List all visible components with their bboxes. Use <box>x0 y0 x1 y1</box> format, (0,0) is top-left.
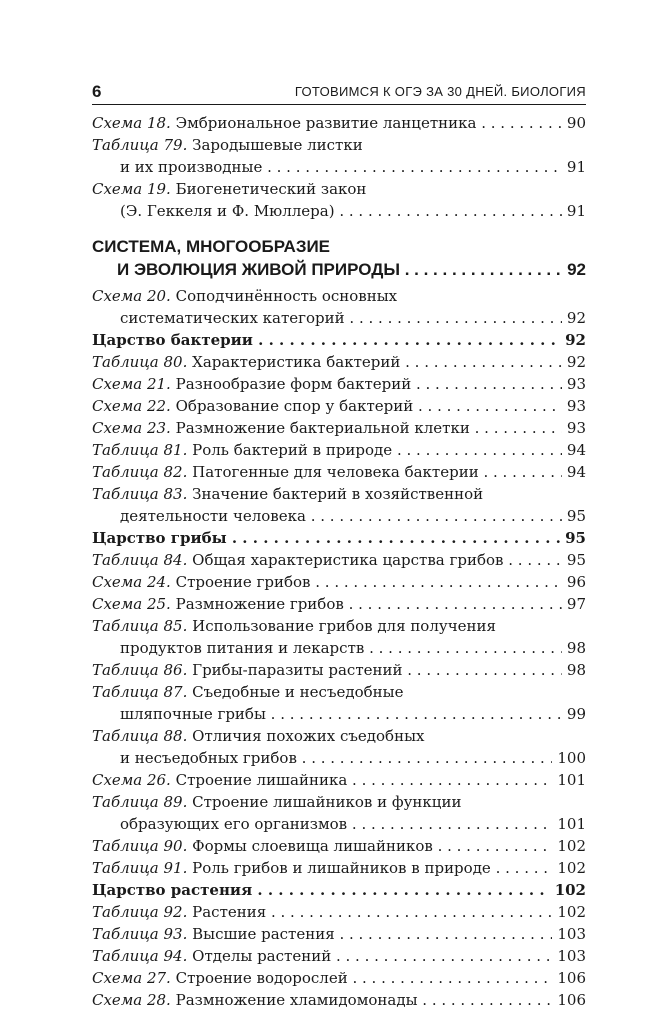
toc-entry-line <box>92 659 586 681</box>
toc-page-number: 93 <box>562 417 586 439</box>
toc-entry[interactable] <box>92 681 586 725</box>
toc-entry-line <box>92 681 586 703</box>
toc-entry-label: Таблица 87. <box>92 683 188 701</box>
toc-entry-line <box>92 989 586 1011</box>
toc-entry[interactable] <box>92 923 586 945</box>
running-title: ГОТОВИМСЯ К ОГЭ ЗА 30 ДНЕЙ. БИОЛОГИЯ <box>294 84 586 99</box>
toc-page-number: 91 <box>562 156 586 178</box>
toc-entry-title: (Э. Геккеля и Ф. Мюллера) <box>120 202 335 220</box>
toc-entry-title: Эмбриональное развитие ланцетника <box>175 114 477 132</box>
toc-page-number: 98 <box>562 637 586 659</box>
toc-entry-title: Царство грибы <box>92 529 227 547</box>
toc-entry-label: Схема 18. <box>92 114 171 132</box>
toc-entry-line <box>92 901 586 923</box>
toc-entry-title: Роль грибов и лишайников в природе <box>192 859 491 877</box>
toc-entry-line <box>92 307 586 329</box>
toc-entry-line <box>92 923 586 945</box>
toc-page-number: 102 <box>552 835 586 857</box>
toc-entry-title: Зародышевые листки <box>192 136 363 154</box>
toc-entry-title: Царство бактерии <box>92 331 253 349</box>
toc-entry-title: Использование грибов для получения <box>192 617 496 635</box>
toc-entry-line <box>92 483 586 505</box>
toc-entry-title: Формы слоевища лишайников <box>192 837 433 855</box>
header-rule <box>92 104 586 105</box>
toc-entry-label: Таблица 83. <box>92 485 188 503</box>
toc-entry-line <box>92 112 586 134</box>
toc-entry[interactable] <box>92 483 586 527</box>
toc-page-number: 95 <box>562 505 586 527</box>
toc-entry-line <box>92 351 586 373</box>
toc-page-number: 92 <box>562 351 586 373</box>
toc-entry-title: Характеристика бактерий <box>192 353 401 371</box>
toc-entry-label: Таблица 80. <box>92 353 188 371</box>
toc-page-number: 102 <box>552 857 586 879</box>
toc-page-number: 102 <box>550 879 586 901</box>
toc-entry[interactable] <box>92 989 586 1011</box>
toc-entry-title: продуктов питания и лекарств <box>120 639 365 657</box>
toc-entry-title: и несъедобных грибов <box>120 749 297 767</box>
toc-entry[interactable] <box>92 285 586 329</box>
toc-page-number: 95 <box>560 527 586 549</box>
toc-entry-title: систематических категорий <box>120 309 345 327</box>
toc-entry-line <box>92 439 586 461</box>
toc-entry[interactable] <box>92 461 586 483</box>
toc-entry[interactable] <box>92 549 586 571</box>
toc-entry-label: Схема 23. <box>92 419 171 437</box>
toc-entry[interactable] <box>92 593 586 615</box>
toc-entry-title: Биогенетический закон <box>175 180 367 198</box>
toc-entry-line <box>92 857 586 879</box>
toc-entry-title: Размножение хламидомонады <box>175 991 418 1009</box>
toc-entry-label: Таблица 92. <box>92 903 188 921</box>
toc-entry-title: Размножение бактериальной клетки <box>175 419 470 437</box>
toc-entry-line <box>92 747 586 769</box>
toc-entry[interactable] <box>92 395 586 417</box>
toc-entry[interactable] <box>92 725 586 769</box>
page-header <box>92 78 586 102</box>
toc-entry[interactable] <box>92 615 586 659</box>
toc-entry-label: Схема 20. <box>92 287 171 305</box>
toc-entry-line <box>92 571 586 593</box>
toc-entry-line <box>92 505 586 527</box>
toc-entry[interactable] <box>92 134 586 178</box>
toc-entry-title: Высшие растения <box>192 925 335 943</box>
toc-entry-title: Разнообразие форм бактерий <box>175 375 412 393</box>
toc-page-number: 91 <box>562 200 586 222</box>
toc-entry-line <box>92 637 586 659</box>
toc-entry-label: Таблица 82. <box>92 463 188 481</box>
toc-entry-line <box>92 417 586 439</box>
toc-entry-title: Патогенные для человека бактерии <box>192 463 479 481</box>
toc-entry-title: Размножение грибов <box>175 595 344 613</box>
toc-page-number: 97 <box>562 593 586 615</box>
table-of-contents <box>92 112 586 1011</box>
toc-entry-title: Грибы-паразиты растений <box>192 661 403 679</box>
toc-entry-line <box>92 967 586 989</box>
toc-entry-title: Образование спор у бактерий <box>175 397 414 415</box>
toc-entry-line <box>92 156 586 178</box>
toc-entry[interactable] <box>92 351 586 373</box>
toc-entry-label: Схема 24. <box>92 573 171 591</box>
toc-entry-label: Схема 28. <box>92 991 171 1009</box>
toc-entry-label: Таблица 89. <box>92 793 188 811</box>
toc-entry-title: Строение грибов <box>175 573 311 591</box>
toc-entry[interactable] <box>92 112 586 134</box>
toc-page-number: 96 <box>562 571 586 593</box>
toc-entry-title: Общая характеристика царства грибов <box>192 551 504 569</box>
toc-entry[interactable] <box>92 178 586 222</box>
toc-entry-line <box>92 258 586 281</box>
toc-entry-title: Строение лишайника <box>175 771 348 789</box>
toc-entry-title: Строение водорослей <box>175 969 348 987</box>
toc-entry-line <box>92 835 586 857</box>
toc-entry-label: Схема 19. <box>92 180 171 198</box>
toc-entry[interactable] <box>92 967 586 989</box>
toc-entry-line <box>92 725 586 747</box>
toc-entry-label: Таблица 79. <box>92 136 188 154</box>
toc-page-number: 100 <box>552 747 586 769</box>
toc-kingdom-heading[interactable] <box>92 329 586 351</box>
toc-page-number: 92 <box>560 329 586 351</box>
toc-entry-title: Отличия похожих съедобных <box>192 727 425 745</box>
toc-page-number: 99 <box>562 703 586 725</box>
toc-entry-label: Схема 22. <box>92 397 171 415</box>
toc-entry-label: Таблица 85. <box>92 617 188 635</box>
toc-entry-line <box>92 813 586 835</box>
toc-entry-line <box>92 461 586 483</box>
toc-page-number: 102 <box>552 901 586 923</box>
toc-entry-label: Таблица 94. <box>92 947 188 965</box>
toc-entry-line <box>92 178 586 200</box>
toc-entry-label: Таблица 86. <box>92 661 188 679</box>
toc-entry[interactable] <box>92 835 586 857</box>
toc-page-number: 98 <box>562 659 586 681</box>
toc-entry-title: Царство растения <box>92 881 253 899</box>
toc-entry-line <box>92 703 586 725</box>
toc-section-heading[interactable] <box>92 235 586 281</box>
toc-page-number: 92 <box>562 258 586 281</box>
toc-page-number: 106 <box>552 989 586 1011</box>
toc-entry-line <box>92 593 586 615</box>
toc-entry[interactable] <box>92 901 586 923</box>
toc-entry[interactable] <box>92 417 586 439</box>
toc-page-number: 103 <box>552 923 586 945</box>
toc-entry-line <box>92 285 586 307</box>
toc-page-number: 93 <box>562 373 586 395</box>
toc-page-number: 94 <box>562 439 586 461</box>
toc-entry-title: образующих его организмов <box>120 815 348 833</box>
toc-entry-line <box>92 791 586 813</box>
toc-entry-title: Роль бактерий в природе <box>192 441 393 459</box>
toc-entry-label: Таблица 88. <box>92 727 188 745</box>
toc-entry-title: Отделы растений <box>192 947 332 965</box>
toc-entry[interactable] <box>92 857 586 879</box>
toc-entry-title: Съедобные и несъедобные <box>192 683 404 701</box>
toc-entry-line <box>92 395 586 417</box>
toc-entry-label: Таблица 93. <box>92 925 188 943</box>
toc-entry-label: Схема 21. <box>92 375 171 393</box>
toc-entry-title: и их производные <box>120 158 263 176</box>
toc-entry-line <box>92 527 586 549</box>
toc-entry[interactable] <box>92 945 586 967</box>
toc-entry-line <box>92 235 586 258</box>
toc-entry-line <box>92 134 586 156</box>
toc-entry[interactable] <box>92 439 586 461</box>
toc-entry[interactable] <box>92 571 586 593</box>
toc-kingdom-heading[interactable] <box>92 879 586 901</box>
toc-entry-line <box>92 879 586 901</box>
toc-entry[interactable] <box>92 659 586 681</box>
toc-entry-title: Строение лишайников и функции <box>192 793 462 811</box>
toc-entry-title: Растения <box>192 903 267 921</box>
toc-entry-label: Таблица 84. <box>92 551 188 569</box>
toc-page-number: 90 <box>562 112 586 134</box>
toc-entry[interactable] <box>92 373 586 395</box>
toc-page-number: 95 <box>562 549 586 571</box>
toc-entry-title: деятельности человека <box>120 507 306 525</box>
toc-entry-label: Таблица 91. <box>92 859 188 877</box>
toc-entry-line <box>92 769 586 791</box>
toc-entry-label: Схема 27. <box>92 969 171 987</box>
toc-page-number: 106 <box>552 967 586 989</box>
toc-page-number: 92 <box>562 307 586 329</box>
toc-entry-title: Соподчинённость основных <box>175 287 398 305</box>
toc-entry-title: СИСТЕМА, МНОГООБРАЗИЕ <box>92 237 331 256</box>
toc-entry-label: Схема 25. <box>92 595 171 613</box>
toc-entry-title: шляпочные грибы <box>120 705 266 723</box>
toc-entry-line <box>92 329 586 351</box>
toc-entry-label: Таблица 81. <box>92 441 188 459</box>
toc-entry[interactable] <box>92 769 586 791</box>
toc-entry-line <box>92 549 586 571</box>
toc-page-number: 93 <box>562 395 586 417</box>
toc-entry-line <box>92 615 586 637</box>
toc-kingdom-heading[interactable] <box>92 527 586 549</box>
toc-page-number: 94 <box>562 461 586 483</box>
toc-entry-title: И ЭВОЛЮЦИЯ ЖИВОЙ ПРИРОДЫ <box>117 260 400 279</box>
toc-page-number: 101 <box>552 769 586 791</box>
toc-page-number: 103 <box>552 945 586 967</box>
toc-entry-line <box>92 945 586 967</box>
page-number: 6 <box>92 82 102 101</box>
toc-entry-title: Значение бактерий в хозяйственной <box>192 485 484 503</box>
toc-entry-line <box>92 200 586 222</box>
toc-entry-label: Схема 26. <box>92 771 171 789</box>
toc-entry[interactable] <box>92 791 586 835</box>
toc-entry-label: Таблица 90. <box>92 837 188 855</box>
toc-page-number: 101 <box>552 813 586 835</box>
toc-entry-line <box>92 373 586 395</box>
